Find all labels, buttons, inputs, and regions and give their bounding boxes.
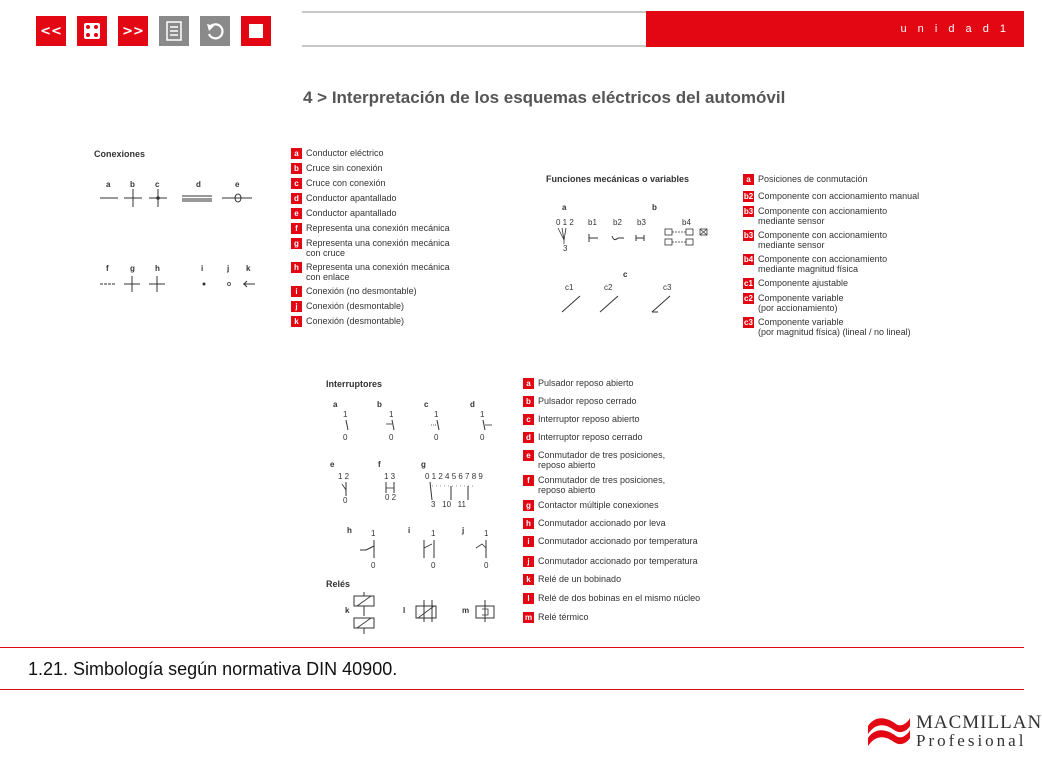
terminal-number: 0: [343, 496, 348, 505]
legend-text: Representa una conexión mecánica con enlace: [306, 262, 450, 282]
legend-badge: c2: [744, 293, 753, 303]
legend-item: [523, 378, 743, 389]
legend-badge: b2: [743, 191, 754, 201]
legend-badge: d: [291, 193, 302, 204]
terminal-number: 0: [389, 433, 394, 442]
legend-item: [291, 148, 481, 159]
legend-item: [291, 286, 481, 297]
interruptores-letter: f: [378, 460, 381, 469]
legend-item: [743, 230, 983, 250]
legend-item: [291, 316, 481, 327]
next-button[interactable]: >>: [118, 16, 148, 46]
legend-text: Conexión (desmontable): [306, 301, 405, 311]
legend-item: [523, 536, 743, 547]
navigation-bar: [36, 16, 271, 46]
reles-letter: l: [403, 606, 406, 615]
conexiones-letter: c: [155, 180, 160, 189]
legend-item: [743, 317, 983, 337]
legend-item: [523, 475, 743, 495]
legend-badge: i: [291, 286, 302, 297]
conexiones-letter: b: [130, 180, 135, 189]
legend-text: Relé de dos bobinas en el mismo núcleo: [538, 593, 701, 603]
conexiones-symbols-row1: [98, 188, 258, 212]
legend-text: Conmutador de tres posiciones, reposo abierto: [538, 450, 666, 470]
unit-label: u n i d a d 1: [900, 23, 1010, 35]
legend-badge: c3: [744, 317, 753, 327]
terminal-number: 0: [371, 561, 376, 570]
legend-text: Cruce con conexión: [306, 178, 386, 188]
terminal-numbers: 0 1 2 4 5 6 7 8 9: [425, 472, 483, 481]
legend-badge: e: [523, 450, 534, 461]
legend-text: Interruptor reposo cerrado: [538, 432, 643, 442]
terminal-numbers: 1 2: [338, 472, 350, 481]
conexiones-letter: i: [201, 264, 204, 273]
position-label: 3: [563, 244, 568, 253]
legend-text: Componente variable (por accionamiento): [758, 293, 844, 313]
legend-text: Contactor múltiple conexiones: [538, 500, 659, 510]
terminal-numbers: 1 3: [384, 472, 396, 481]
legend-text: Conmutador accionado por temperatura: [538, 556, 698, 566]
legend-item: [291, 301, 481, 312]
stop-button[interactable]: [241, 16, 271, 46]
terminal-number: 1: [484, 529, 489, 538]
legend-item: [523, 414, 743, 425]
interruptores-letter: b: [377, 400, 382, 409]
funciones-b-label: b2: [613, 218, 622, 227]
back-button[interactable]: [200, 16, 230, 46]
legend-badge: b3: [743, 206, 754, 216]
legend-badge: a: [743, 174, 754, 185]
conexiones-letter: a: [106, 180, 111, 189]
legend-text: Posiciones de conmutación: [758, 174, 868, 184]
terminal-numbers: 3 10 11: [431, 500, 466, 509]
funciones-c-label: c1: [565, 283, 574, 292]
page-title: 4 > Interpretación de los esquemas eléctricos del automóvil: [303, 88, 786, 107]
reles-letter: m: [462, 606, 470, 615]
legend-badge: a: [523, 378, 534, 389]
legend-text: Conexión (desmontable): [306, 316, 405, 326]
interruptores-letter: d: [470, 400, 475, 409]
interruptores-letter: c: [424, 400, 429, 409]
funciones-letter: a: [562, 203, 567, 212]
header-rule: [302, 11, 648, 47]
interruptores-letter: a: [333, 400, 338, 409]
previous-button[interactable]: <<: [36, 16, 66, 46]
funciones-symbols-c: [558, 292, 688, 316]
legend-item: [523, 450, 743, 470]
stop-icon: [249, 24, 263, 38]
legend-item: [523, 518, 743, 529]
legend-text: Conmutador accionado por temperatura: [538, 536, 698, 546]
funciones-c-label: c3: [663, 283, 672, 292]
conexiones-letter: d: [196, 180, 201, 189]
legend-item: [523, 500, 743, 511]
terminal-number: 0: [343, 433, 348, 442]
legend-item: [743, 254, 983, 274]
terminal-number: 1: [371, 529, 376, 538]
terminal-number: 1: [389, 410, 394, 419]
position-label: 0 1 2: [556, 218, 574, 227]
legend-badge: h: [291, 262, 302, 273]
legend-item: [523, 593, 743, 604]
legend-item: [743, 174, 983, 185]
legend-item: [291, 262, 481, 282]
legend-badge: c: [291, 178, 302, 189]
undo-arrow-icon: [205, 21, 225, 41]
funciones-b-label: b3: [637, 218, 646, 227]
legend-text: Representa una conexión mecánica con cruce: [306, 238, 450, 258]
interruptores-letter: h: [347, 526, 352, 535]
legend-text: Relé de un bobinado: [538, 574, 622, 584]
legend-badge: m: [524, 612, 533, 622]
legend-badge: j: [523, 556, 534, 567]
legend-item: [743, 206, 983, 226]
terminal-number: 1: [480, 410, 485, 419]
logo-line1: MACMILLAN: [916, 712, 1042, 733]
legend-text: Componente con accionamiento mediante sensor: [758, 230, 888, 250]
terminal-number: 0: [480, 433, 485, 442]
legend-item: [523, 612, 743, 623]
reles-title: Relés: [326, 579, 351, 589]
legend-item: [523, 556, 743, 567]
funciones-b-label: b4: [682, 218, 691, 227]
legend-text: Conexión (no desmontable): [306, 286, 417, 296]
interruptores-symbols-row1: [336, 418, 506, 434]
legend-text: Relé térmico: [538, 612, 589, 622]
legend-item: [743, 293, 983, 313]
legend-item: [291, 223, 481, 234]
conexiones-letter: h: [155, 264, 160, 273]
legend-item: [523, 432, 743, 443]
legend-text: Componente con accionamiento manual: [758, 191, 920, 201]
conexiones-letter: j: [227, 264, 230, 273]
legend-badge: k: [291, 316, 302, 327]
legend-badge: l: [523, 593, 534, 604]
legend-text: Conductor apantallado: [306, 208, 397, 218]
legend-text: Componente con accionamiento mediante magnitud física: [758, 254, 888, 274]
funciones-legend: [743, 174, 983, 341]
funciones-title: Funciones mecánicas o variables: [546, 174, 690, 184]
legend-badge: c1: [744, 278, 753, 288]
legend-badge: a: [291, 148, 302, 159]
legend-item: [291, 163, 481, 174]
legend-text: Conmutador accionado por leva: [538, 518, 666, 528]
terminal-number: 0: [484, 561, 489, 570]
legend-item: [743, 278, 983, 289]
conexiones-symbols-row2: [98, 274, 262, 296]
terminal-number: 1: [431, 529, 436, 538]
figure-caption: 1.21. Simbología según normativa DIN 40900.: [28, 659, 398, 679]
legend-badge: c: [523, 414, 534, 425]
interruptores-letter: i: [408, 526, 411, 535]
conexiones-legend: [291, 148, 481, 331]
interruptores-legend: [523, 378, 743, 627]
legend-badge: f: [291, 223, 302, 234]
index-list-icon: [166, 21, 182, 41]
legend-badge: b: [523, 396, 534, 407]
funciones-letter: b: [652, 203, 657, 212]
interruptores-letter: e: [330, 460, 335, 469]
legend-badge: j: [291, 301, 302, 312]
legend-item: [743, 191, 983, 202]
legend-item: [523, 574, 743, 585]
legend-badge: b: [291, 163, 302, 174]
legend-text: Interruptor reposo abierto: [538, 414, 640, 424]
macmillan-logo: [866, 712, 1042, 752]
legend-text: Conmutador de tres posiciones, reposo abierto: [538, 475, 666, 495]
legend-badge: g: [523, 500, 534, 511]
legend-badge: b4: [743, 254, 754, 264]
reles-letter: k: [345, 606, 350, 615]
terminal-number: 1: [343, 410, 348, 419]
legend-item: [291, 208, 481, 219]
interruptores-letter: j: [462, 526, 465, 535]
conexiones-letter: e: [235, 180, 240, 189]
funciones-b-label: b1: [588, 218, 597, 227]
macmillan-wave-icon: [866, 712, 912, 752]
logo-line2: Profesional: [916, 731, 1027, 750]
legend-badge: b3: [743, 230, 754, 240]
funciones-c-label: c2: [604, 283, 613, 292]
conexiones-title: Conexiones: [94, 149, 146, 159]
interruptores-title: Interruptores: [326, 379, 383, 389]
legend-item: [291, 178, 481, 189]
legend-text: Componente con accionamiento mediante sensor: [758, 206, 888, 226]
reles-symbols: [352, 592, 502, 638]
legend-badge: d: [523, 432, 534, 443]
funciones-symbols-b: [552, 226, 722, 250]
legend-badge: e: [291, 208, 302, 219]
terminal-number: 1: [434, 410, 439, 419]
interruptores-letter: g: [421, 460, 426, 469]
legend-text: Conductor apantallado: [306, 193, 397, 203]
interruptores-symbols-row3: [356, 538, 506, 562]
dice-icon: [83, 22, 101, 40]
legend-badge: k: [523, 574, 534, 585]
funciones-letter: c: [623, 270, 628, 279]
legend-text: Pulsador reposo abierto: [538, 378, 634, 388]
legend-item: [523, 396, 743, 407]
legend-badge: h: [523, 518, 534, 529]
terminal-number: 0: [431, 561, 436, 570]
legend-text: Representa una conexión mecánica: [306, 223, 450, 233]
legend-text: Cruce sin conexión: [306, 163, 383, 173]
legend-text: Componente ajustable: [758, 278, 849, 288]
legend-text: Pulsador reposo cerrado: [538, 396, 637, 406]
legend-badge: i: [523, 536, 534, 547]
conexiones-letter: k: [246, 264, 251, 273]
legend-item: [291, 238, 481, 258]
conexiones-letter: g: [130, 264, 135, 273]
legend-text: Componente variable (por magnitud física) (lineal / no lineal): [758, 317, 911, 337]
legend-badge: g: [291, 238, 302, 249]
legend-item: [291, 193, 481, 204]
index-button[interactable]: [159, 16, 189, 46]
terminal-numbers: 0 2: [385, 493, 397, 502]
terminal-number: 0: [434, 433, 439, 442]
interruptores-symbols-row2: [336, 480, 486, 500]
menu-button[interactable]: [77, 16, 107, 46]
legend-badge: f: [523, 475, 534, 486]
conexiones-letter: f: [106, 264, 109, 273]
legend-text: Conductor eléctrico: [306, 148, 384, 158]
